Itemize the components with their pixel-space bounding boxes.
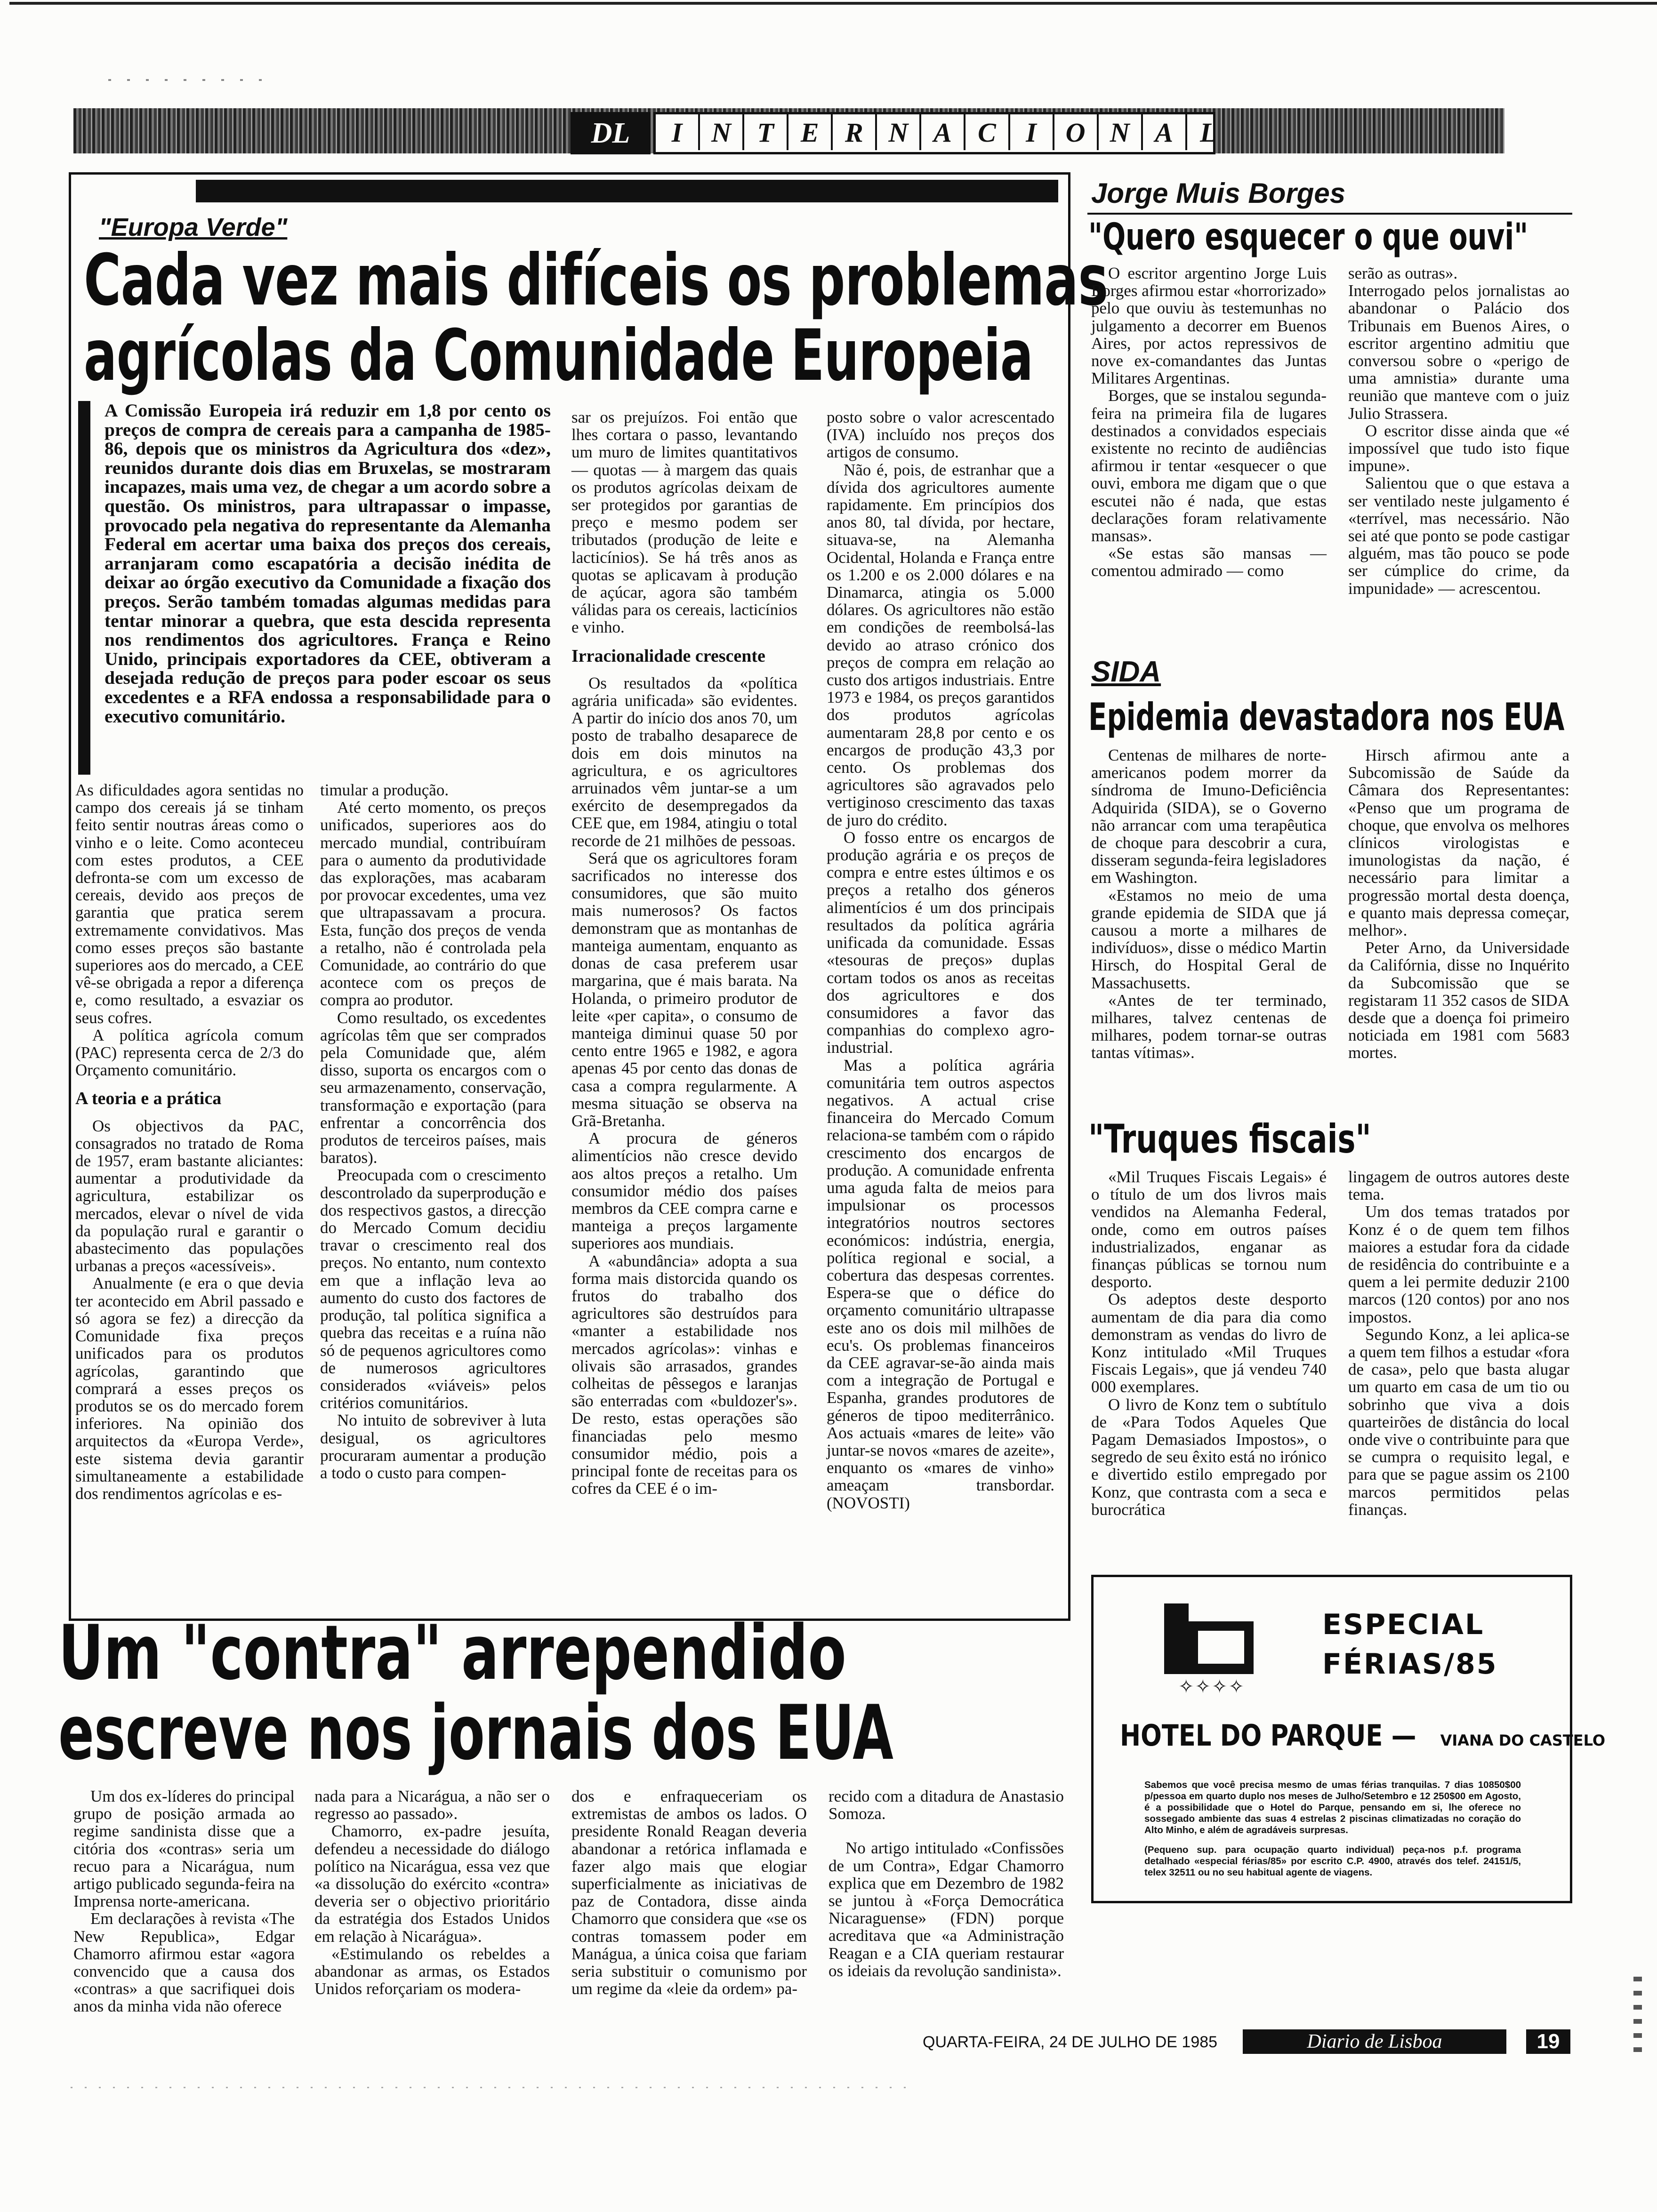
truques-column-b — [1348, 1168, 1569, 1518]
europa-column-3 — [571, 409, 797, 1497]
europa-column-4 — [827, 409, 1054, 1512]
paragraph: «Mil Truques Fiscais Legais» é o título de um dos livros mais vendidos na Alemanha Federal, onde, como em outros países industrializados, enganar as finanças públicas se tornou num desporto. — [1091, 1168, 1327, 1291]
paragraph: sar os prejuízos. Foi então que lhes cortara o passo, levantando um muro de limites quantitativos — quotas — à margem das quais os produtos agrícolas deixam de ser protegidos por garantias de preço e mesmo podem ser tributados (produção de leite e lacticínios). Se há três anos as quotas se aplicavam à produção de açúcar, agora são também válidas para os cereais, lacticínios e vinho. — [571, 408, 797, 637]
paragraph: As dificuldades agora sentidas no campo dos cereais já se tinham feito sentir noutras áreas como o vinho e o leite. Como aconteceu com estes produtos, a CEE defronta-se com um excesso de cereais, devido aos preços de garantia que pratica serem extremamente convidativos. Mas como esses preços são bastante superiores aos do mercado, a CEE vê-se obrigada a repor a diferença e, como resultado, a esvaziar os seus cofres. — [75, 781, 304, 1027]
paragraph: Peter Arno, da Universidade da Califórnia, disse no Inquérito da Subcomissão que se registaram 11 352 casos de SIDA desde que a doença foi primeiro noticiada em 1981 com 5683 mortes. — [1348, 938, 1569, 1062]
section-title-letter: E — [788, 114, 833, 150]
ad-title-1: ESPECIAL — [1322, 1608, 1485, 1641]
page-number: 19 — [1536, 2030, 1560, 2053]
paragraph: «Antes de ter terminado, milhares, talvez centenas de milhares, podem tornar-se outras tantas vítimas». — [1091, 991, 1327, 1062]
borges-headline: "Quero esquecer o que ouvi" — [1088, 216, 1528, 258]
paragraph: timular a produção. — [320, 781, 449, 799]
paragraph: O escritor disse ainda que «é impossível que tudo isto fique impune». — [1348, 421, 1569, 475]
ad-text-1: Sabemos que você precisa mesmo de umas férias tranquilas. 7 dias 10850$00 p/pessoa em quarto duplo nos meses de Julho/Setembro e 12 250$00 em Agosto, é a possibilidade que o Hotel do Parque, pensando em si, lhe oferece no sossegado ambiente das suas 4 estrelas 2 piscinas climatizadas no coração do Alto Minho, e além de agradáveis surpresas. — [1144, 1779, 1521, 1835]
europa-column-2 — [320, 781, 546, 1482]
paragraph: Preocupada com o crescimento descontrolado da superprodução e dos respectivos gastos, a direcção do Mercado Comum decidiu travar o crescimento real dos preços. No entanto, num contexto em que a inflação leva ao aumento do custo dos factores de produção, tal política significa a quebra das receitas e a ruína não só de pequenos agricultores como de numerosos agricultores considerados «viáveis» pelos critérios comunitários. — [320, 1166, 546, 1412]
section-title-letter: O — [1054, 114, 1099, 150]
paragraph: Mas a política agrária comunitária tem outros aspectos negativos. A actual crise financeira do Mercado Comum relaciona-se também com o rápido crescimento dos encargos de produção. A comunidade enfrenta uma aguda falta de meios para impulsionar os processos integratórios noutros sectores económicos: indústria, energia, política regional e social, a cobertura das despesas correntes. Espera-se que o défice do orçamento comunitário ultrapasse este ano os dois mil milhões de ecu's. Os problemas financeiros da CEE agravar-se-ão ainda mais com a integração de Portugal e Espanha, grandes produtores de géneros de tipoo mediterrânico. Aos actuais «mares de leite» vão juntar-se novos «mares de azeite», enquanto os «mares de vinho» ameaçam transbordar. (NOVOSTI) — [827, 1056, 1054, 1512]
paragraph: O escritor argentino Jorge Luis Borges afirmou estar «horrorizado» pelo que ouviu às testemunhas no julgamento a decorrer em Buenos Aires, por actos repressivos de nove ex-comandantes das Juntas Militares Argentinas. — [1091, 264, 1327, 388]
right-edge-mark — [1633, 1977, 1642, 2052]
paragraph: Será que os agricultores foram sacrificados no interesse dos consumidores, que são muito mais numerosos? Os factos demonstram que as montanhas de manteiga aumentam, enquanto as donas de casa preferem usar margarina, que é mais barata. Na Holanda, o primeiro produtor de leite «per capita», o consumo de manteiga diminui quase 50 por cento entre 1965 e 1982, e agora apenas 45 por cento das donas de casa a compra regularmente. A mesma situação se observa na Grã-Bretanha. — [571, 849, 797, 1130]
top-edge-speckle — [108, 79, 278, 81]
section-title-letter: T — [744, 114, 788, 150]
borges-column-b — [1348, 264, 1569, 597]
section-title-letter: I — [1010, 114, 1054, 150]
subheading-irracionalidade: Irracionalidade crescente — [571, 646, 765, 666]
paragraph: Não é, pois, de estranhar que a dívida dos agricultores aumente rapidamente. Em princípios dos anos 80, tal dívida, por hectare, situava-se, na Alemanha Ocidental, Holanda e França entre os 1.200 e os 2.000 dólares e na Dinamarca, atingia os 5.000 dólares. Os agricultores não estão em condições de reembolsá-las devido ao atraso crónico dos preços de compra em relação ao custo dos artigos industriais. Entre 1973 e 1984, os preços garantidos dos produtos agrícolas aumentaram 28,8 por cento e os encargos de produção 43,3 por cento. Os problemas dos agricultores são agravados pelo vertiginoso crescimento das taxas de juro do crédito. — [827, 460, 1054, 829]
subheading-teoria: A teoria e a prática — [75, 1089, 222, 1109]
paragraph: Borges, que se instalou segunda-feira na primeira fila de lugares destinados a convidados especiais existente no recinto de audiências afirmou ir tentar «esquecer o que ouvi, embora me digam que o que escutei não é nada, que estas declarações foram relativamente mansas». — [1091, 386, 1327, 545]
footer-paper-name — [1243, 2029, 1506, 2054]
paragraph: Salientou que o que estava a ser ventilado neste julgamento é «terrível, mas necessário. Não sei até que ponto se pode castigar alguém, mas tão pouco se pode ser cúmplice do crime, da impunidade» — acrescentou. — [1348, 474, 1569, 598]
section-title-letter: N — [700, 114, 744, 150]
section-title-letter: N — [1099, 114, 1143, 150]
ad-hotel-name: HOTEL DO PARQUE — — [1120, 1718, 1416, 1753]
section-title-letter: R — [833, 114, 877, 150]
europa-kicker: "Europa Verde" — [99, 213, 288, 241]
sida-column-b — [1348, 746, 1569, 1062]
contra-headline-1: Um "contra" arrependido — [58, 1609, 846, 1697]
paragraph: dos e enfraqueceriam os extremistas de ambos os lados. O presidente Ronald Reagan deveria abandonar a retórica inflamada e fazer algo mais que elogiar superficialmente as iniciativas de paz de Contadora, disse ainda Chamorro que considera que «se os contras tomassem poder em Manágua, a única coisa que fariam seria substituir o comunismo por um regime da «leie da ordem» pa- — [571, 1787, 807, 1998]
paragraph: Um dos temas tratados por Konz é o de quem tem filhos maiores a estudar fora da cidade de residência do contribuinte e a quem a lei permite deduzir 2100 marcos (120 contos) por ano nos impostos. — [1348, 1202, 1569, 1326]
ad-stars: ✧✧✧✧ — [1178, 1676, 1246, 1698]
sida-column-a — [1091, 746, 1327, 1062]
paragraph: recido com a ditadura de Anastasio Somoza. — [828, 1787, 1064, 1823]
paragraph: Hirsch afirmou ante a Subcomissão de Saúde da Câmara dos Representantes: «Penso que um programa de choque, que envolva os melhores clínicos virologistas e imunologistas da nação, é necessário para limitar a progressão mortal desta doença, e quanto mais depressa começar, melhor». — [1348, 746, 1569, 940]
paragraph: A «abundância» adopta a sua forma mais distorcida quando os frutos do trabalho dos agricultores são destruídos para «manter a estabilidade nos mercados agrícolas»: vinhas e olivais são arrasados, grandes colheitas de pêssegos e laranjas são enterradas com «buldozer's». De resto, estas operações são financiadas pelo mesmo consumidor médio, pois a principal fonte de receitas para os cofres da CEE é o im- — [571, 1251, 797, 1498]
section-title-letter: L — [1200, 117, 1217, 148]
footer-page-number — [1526, 2029, 1570, 2054]
paragraph: «Estamos no meio de uma grande epidemia de SIDA que já causou a morte a milhares de indivíduos», disse o médico Martin Hirsch, do Hospital Geral de Massachusetts. — [1091, 886, 1327, 992]
section-title-internacional — [653, 112, 1215, 154]
hotel-parque-advertisement — [1091, 1575, 1606, 1903]
paragraph: O fosso entre os encargos de produção agrária e os preços de compra e entre estes últimos e os preços a retalho dos géneros alimentícios é um dos principais resultados da política agrária unificada da comunidade. Essas «tesouras de preços» duplas cortam todos os anos as receitas dos agricultores e dos consumidores a favor das companhias do complexo agro-industrial. — [827, 828, 1054, 1057]
contra-column-1 — [73, 1787, 295, 2015]
paragraph: Segundo Konz, a lei aplica-se a quem tem filhos a estudar «fora de casa», pelo que basta alugar um quarto em casa de um tio ou sobrinho que viva a dois quarteirões de distância do local onde vive o contribuinte para que se cumpra o requisito legal, e para que se pague assim os 2100 marcos permitidos pelas finanças. — [1348, 1325, 1569, 1519]
paragraph: serão as outras». — [1348, 264, 1458, 282]
truques-headline: "Truques fiscais" — [1088, 1116, 1371, 1162]
paragraph: posto sobre o valor acrescentado (IVA) incluído nos preços dos artigos de consumo. — [827, 408, 1054, 462]
europa-headline-2: agrícolas da Comunidade Europeia — [84, 315, 1033, 397]
paragraph: A procura de géneros alimentícios não cresce devido aos altos preços a retalho. Um consumidor médio dos países membros da CEE compra carne e manteiga a preços largamente superiores aos mundiais. — [571, 1129, 797, 1253]
hotel-logo-svg — [1164, 1603, 1254, 1674]
section-title-letter: A — [1143, 114, 1187, 150]
sida-headline: Epidemia devastadora nos EUA — [1088, 695, 1565, 739]
paragraph: Chamorro, ex-padre jesuíta, defendeu a necessidade do diálogo político na Nicarágua, essa vez que «a dissolução do exército «contra» deveria ser o objectivo prioritário da estratégia dos Estados Unidos em relação à Nicarágua». — [314, 1822, 550, 1946]
ad-hotel-line — [1120, 1718, 1605, 1753]
section-title-letter: N — [877, 114, 921, 150]
footer-date: QUARTA-FEIRA, 24 DE JULHO DE 1985 — [923, 2033, 1218, 2051]
borges-column-a — [1091, 264, 1327, 580]
paragraph: Anualmente (e era o que devia ter acontecido em Abril passado e só agora se fez) a direcção da Comunidade fixa preços unificados para os produtos agrícolas, garantindo que comprará a esses preços os produtos se os do mercado forem inferiores. Na opinião dos arquitectos da «Europa Verde», este sistema devia garantir simultaneamente a estabilidade dos rendimentos agrícolas e es- — [75, 1274, 304, 1503]
europa-lead: A Comissão Europeia irá reduzir em 1,8 por cento os preços de compra de cereais para a campanha de 1985-86, depois que os ministros da Agricultura dos «dez», reunidos durante dois dias em Bruxelas, se mostraram incapazes, mais uma vez, de chegar a um acordo sobre a questão. Os ministros, para ultrapassar o impasse, provocado pela negativa do representante da Alemanha Federal em acertar uma baixa dos preços dos cereais, arranjaram como escapatória a decisão inédita de deixar ao órgão executivo da Comunidade a fixação dos preços. Serão também tomadas algumas medidas para tentar minorar a quebra, que esta descida representa nos rendimentos dos agricultores. França e Reino Unido, principais exportadores da CEE, obtiveram a desejada redução de preços para poder escoar os seus excedentes e a RFA endossa a responsabilidade para o executivo comunitário. — [105, 400, 551, 727]
section-logo-box — [571, 112, 651, 154]
paragraph: Como resultado, os excedentes agrícolas têm que ser comprados pela Comunidade que, além disso, suporta os encargos com o seu armazenamento, conservação, transformação e exportação (para enfrentar a concorrência dos produtos de terceiros países, mais baratos). — [320, 1008, 546, 1167]
europa-headline-1: Cada vez mais difíceis os problemas — [84, 240, 1108, 321]
paragraph: «Estimulando os rebeldes a abandonar as armas, os Estados Unidos reforçariam os modera- — [314, 1944, 550, 1998]
paragraph: lingagem de outros autores deste tema. — [1348, 1168, 1569, 1204]
europa-column-1 — [75, 781, 304, 1502]
ad-hotel-place: VIANA DO CASTELO — [1440, 1731, 1606, 1749]
paragraph: A política agrícola comum (PAC) representa cerca de 2/3 do Orçamento comunitário. — [75, 1026, 304, 1080]
section-title-letter: C — [965, 114, 1010, 150]
dl-logo: DL — [591, 117, 630, 149]
paragraph: No intuito de sobreviver à luta desigual, os agricultores procuraram aumentar a produção a todo o custo para compen- — [320, 1411, 546, 1482]
footer-paper-label: Diario de Lisboa — [1307, 2031, 1442, 2052]
paragraph: nada para a Nicarágua, a não ser o regresso ao passado». — [314, 1787, 550, 1823]
section-title-letter: A — [921, 114, 965, 150]
contra-column-2 — [314, 1787, 550, 1997]
paragraph: O livro de Konz tem o subtítulo de «Para Todos Aqueles Que Pagam Demasiados Impostos», o segredo de seu êxito está no irónico e divertido estilo empregado por Konz, que contrasta com a seca e burocrática — [1091, 1395, 1327, 1519]
paragraph: Os adeptos deste desporto aumentam de dia para dia como demonstram as vendas do livro de Konz intitulado «Mil Truques Fiscais Legais», que já vendeu 740 000 exemplares. — [1091, 1290, 1327, 1396]
paragraph: Os objectivos da PAC, consagrados no tratado de Roma de 1957, eram bastante aliciantes: aumentar a produtividade da agricultura, estabilizar os mercados, elevar o nível de vida da população rural e garantir o abastecimento das populações urbanas a preços «acessíveis». — [75, 1116, 304, 1275]
paragraph: Centenas de milhares de norte-americanos podem morrer da síndroma de Imuno-Deficiência Adquirida (SIDA), se o Governo não arrancar com uma terapêutica de choque para descobrir a cura, disseram segunda-feira legisladores em Washington. — [1091, 746, 1327, 887]
sida-kicker: SIDA — [1091, 656, 1161, 688]
paragraph: Os resultados da «política agrária unificada» são evidentes. A partir do início dos anos 70, um posto de trabalho desaparece de dois em dois minutos na agricultura, e os agricultores arruinados vêm juntar-se a um exército de desempregados da CEE que, em 1984, atingiu o total recorde de 21 milhões de pessoas. — [571, 673, 797, 850]
ad-text-2: (Pequeno sup. para ocupação quarto individual) peça-nos p.f. programa detalhado «especial férias/85» por escrito C.P. 4900, através dos telef. 24151/5, telex 32511 ou no seu habitual agente de viagens. — [1144, 1844, 1521, 1878]
europa-top-bar — [196, 180, 1058, 202]
paragraph: No artigo intitulado «Confissões de um Contra», Edgar Chamorro explica que em Dezembro de 1982 se juntou à «Força Democrática Nicaraguense» (FDN) porque acreditava que «a Administração Reagan e a CIA queriam restaurar os ideiais da revolução sandinista». — [828, 1839, 1064, 1980]
borges-kicker: Jorge Muis Borges — [1091, 177, 1346, 209]
top-edge-line — [9, 2, 1657, 5]
contra-headline-2: escreve nos jornais dos EUA — [58, 1689, 893, 1777]
paragraph: Em declarações à revista «The New Republica», Edgar Chamorro afirmou estar «agora convencido que a causa dos «contras» a que sacrifiquei dois anos da minha vida não oferece — [73, 1909, 295, 2016]
paragraph: «Se estas são mansas — comentou admirado — como — [1091, 544, 1327, 580]
lead-marker-bar — [78, 401, 90, 775]
paragraph: Até certo momento, os preços unificados, superiores aos do mercado mundial, contribuíram para o aumento da produtividade das explorações, mas acabaram por provocar excedentes, uma vez que ultrapassavam a procura. Esta, função dos preços de venda a retalho, não é controlada pela Comunidade, ao contrário do que acontece com os preços de compra ao produtor. — [320, 798, 546, 1010]
section-title-letter: I — [656, 114, 700, 150]
bottom-speckle — [71, 2087, 918, 2088]
contra-column-3 — [571, 1787, 807, 1997]
hotel-logo-icon — [1164, 1603, 1254, 1674]
paragraph: Um dos ex-líderes do principal grupo de posição armada ao regime sandinista disse que a citória dos «contras» seria um recuo para a Nicarágua, num artigo publicado segunda-feira na Imprensa norte-americana. — [73, 1787, 295, 1911]
ad-title-2: FÉRIAS/85 — [1322, 1648, 1498, 1681]
contra-column-4 — [828, 1787, 1064, 1980]
paragraph: Interrogado pelos jornalistas ao abandonar o Palácio dos Tribunais em Buenos Aires, o escritor argentino admitiu que conversou sobre o «perigo de uma amnistia» durante uma reunião que manteve com o juiz Julio Strassera. — [1348, 281, 1569, 423]
truques-column-a — [1091, 1168, 1327, 1518]
